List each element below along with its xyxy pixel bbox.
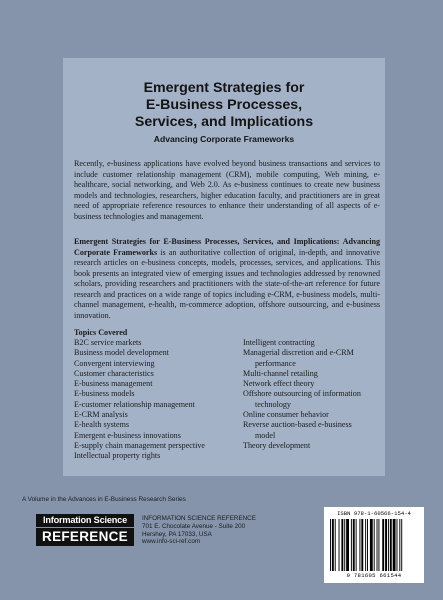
paragraph-2-bold-title: Emergent Strategies for E-Business Processes, Services, and Implications: Advancing Corporate Frameworks <box>74 237 380 257</box>
barcode-bar <box>393 519 396 571</box>
topic-item-continuation: technology <box>255 399 291 409</box>
publisher-website: www.info-sci-ref.com <box>142 538 201 546</box>
topic-item: E-supply chain management perspective <box>74 440 206 450</box>
barcode-bar <box>330 519 331 571</box>
barcode-bar <box>341 519 343 571</box>
topic-item: Theory development <box>243 440 311 450</box>
publisher-logo <box>36 514 134 546</box>
topic-item: Reverse auction-based e-business <box>243 420 352 430</box>
book-subtitle: Advancing Corporate Frameworks <box>153 134 295 144</box>
topic-item: E-customer relationship management <box>74 399 195 409</box>
topic-item: Convergent interviewing <box>74 358 155 368</box>
topic-item: E-business management <box>74 379 153 389</box>
topic-item: Network effect theory <box>243 379 315 389</box>
topic-item-continuation: model <box>255 430 276 440</box>
barcode-bar <box>401 519 402 571</box>
barcode-area <box>324 507 424 583</box>
paragraph-2-text: is an authoritative collection of original, in-depth, and innovative research articles on e-business concepts, models, processes, services, and applications. This book presents an integrated view of emerging issues and technologies addressed by renowned scholars, providing researchers and practitioners with the state-of-the-art reference for future research and practices on a wide range of topics including e-CRM, e-business models, multi-channel management, e-health, m-commerce adoption, offshore outsourcing, and e-business innovation. <box>74 247 380 320</box>
topic-item: Business model development <box>74 348 169 358</box>
publisher-street: 701 E. Chocolate Avenue - Suite 200 <box>142 522 246 530</box>
topic-item: Customer characteristics <box>74 368 154 378</box>
barcode-bar <box>397 519 398 571</box>
title-line-3: Services, and Implications <box>134 114 314 130</box>
topic-item: Multi-channel retailing <box>243 368 318 378</box>
barcode-bar <box>335 519 336 571</box>
publisher-address <box>142 515 256 546</box>
topic-item: E-CRM analysis <box>74 410 128 420</box>
barcode-digits: 9 781605 661544 <box>346 572 402 579</box>
topics-right-column <box>243 338 383 451</box>
topic-item: Emergent e-business innovations <box>74 430 181 440</box>
logo-line-1: Information Science <box>36 514 134 527</box>
description-paragraph-2 <box>74 237 380 318</box>
barcode-bar <box>332 519 334 571</box>
barcode-bar <box>367 519 368 571</box>
book-title <box>63 80 385 131</box>
topic-item: Intelligent contracting <box>243 338 315 347</box>
barcode-bar <box>382 519 384 571</box>
barcode-bar <box>370 519 373 571</box>
barcode-bar <box>365 519 366 571</box>
title-line-1: Emergent Strategies for <box>143 80 305 96</box>
isbn-label: ISBN 978-1-60566-154-4 <box>337 510 411 517</box>
barcode-bar <box>377 519 378 571</box>
barcode-bar <box>359 519 360 571</box>
series-note: A Volume in the Advances in E-Business Research Series <box>22 496 186 503</box>
barcode-bar <box>339 519 340 571</box>
barcode-bar <box>385 519 387 571</box>
barcode-bar <box>361 519 363 571</box>
topic-item: Intellectual property rights <box>74 451 161 461</box>
barcode-graphic <box>330 519 418 571</box>
barcode-bar <box>374 519 375 571</box>
description-paragraph-1: Recently, e-business applications have evolved beyond business transactions and services to include customer relationship management (CRM), mobile computing, Web mining, e-healthcare, social networking, and Web 2.0. As e-business continues to create new business models and technologies, researchers, higher education faculty, and practitioners are in great need of appropriate reference resources to enhance their understanding of all aspects of e-business technologies and management. <box>74 159 380 221</box>
barcode-bar <box>399 519 400 571</box>
barcode-bar <box>351 519 352 571</box>
topics-left-column <box>74 338 234 462</box>
barcode-bar <box>390 519 392 571</box>
topic-item: Managerial discretion and e-CRM <box>243 348 354 358</box>
publisher-city: Hershey, PA 17033, USA <box>142 530 212 538</box>
topic-item: E-business models <box>74 389 135 399</box>
publisher-name: INFORMATION SCIENCE REFERENCE <box>142 515 256 522</box>
topic-item-continuation: performance <box>255 358 296 368</box>
topic-item: Offshore outsourcing of information <box>243 389 361 399</box>
topics-heading: Topics Covered <box>74 328 128 337</box>
topic-item: E-health systems <box>74 420 130 430</box>
topic-item: Online consumer behavior <box>243 410 329 420</box>
logo-line-2: REFERENCE <box>36 528 134 546</box>
topic-item: B2C service markets <box>74 338 142 347</box>
barcode-bar <box>356 519 357 571</box>
barcode-bar <box>353 519 355 571</box>
barcode-bar <box>388 519 389 571</box>
title-line-2: E-Business Processes, <box>145 97 303 113</box>
barcode-bar <box>344 519 345 571</box>
barcode-bar <box>346 519 349 571</box>
barcode-bar <box>378 519 379 571</box>
